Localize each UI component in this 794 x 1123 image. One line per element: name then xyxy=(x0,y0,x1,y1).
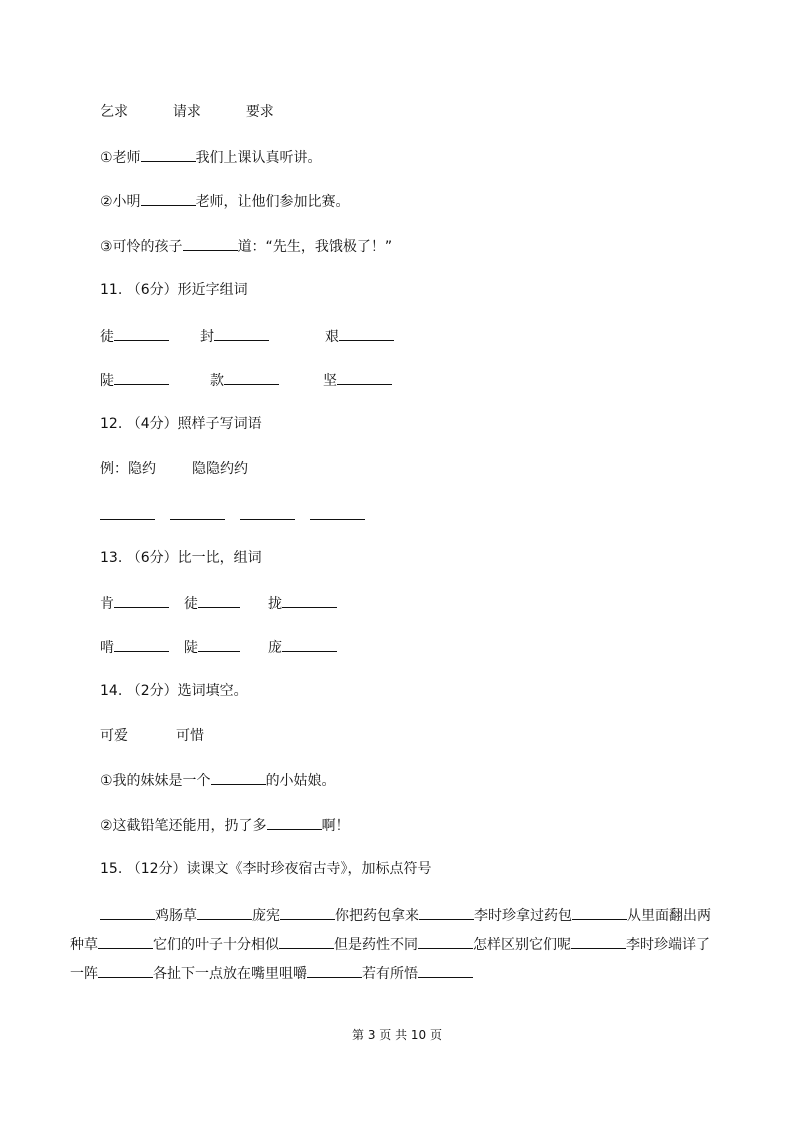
sentence-2: ②小明 老师，让他们参加比赛。 xyxy=(100,191,350,212)
fill-blank[interactable] xyxy=(98,934,153,949)
page-footer: 第 3 页 共 10 页 xyxy=(352,1028,442,1042)
fill-blank[interactable] xyxy=(224,370,279,385)
q11-row-1: 徒 封 艰 xyxy=(100,326,394,347)
fill-blank[interactable] xyxy=(183,236,238,251)
sentence-3: ③可怜的孩子 道：“先生，我饿极了！” xyxy=(100,236,392,257)
fill-blank[interactable] xyxy=(418,963,473,978)
fill-blank[interactable] xyxy=(170,505,225,520)
option-word: 可惜 xyxy=(176,728,204,744)
question-12-title: 12. （4分）照样子写词语 xyxy=(100,416,262,432)
fill-blank[interactable] xyxy=(100,905,155,920)
word-options-row xyxy=(100,102,274,122)
fill-blank[interactable] xyxy=(280,905,335,920)
fill-blank[interactable] xyxy=(267,815,322,830)
fill-blank[interactable] xyxy=(339,326,394,341)
fill-blank[interactable] xyxy=(571,934,626,949)
q14-sentence-2: ②这截铅笔还能用，扔了多 啊！ xyxy=(100,815,350,836)
q15-passage-line-2: 种草 它们的叶子十分相似 但是药性不同 怎样区别它们呢 李时珍端详了 xyxy=(70,931,730,960)
q14-sentence-1: ①我的妹妹是一个 的小姑娘。 xyxy=(100,770,336,791)
fill-blank[interactable] xyxy=(198,637,240,652)
fill-blank[interactable] xyxy=(282,593,337,608)
q14-options xyxy=(100,726,204,746)
fill-blank[interactable] xyxy=(197,905,252,920)
question-15-title: 15. （12分）读课文《李时珍夜宿古寺》，加标点符号 xyxy=(100,861,432,877)
fill-blank[interactable] xyxy=(114,326,169,341)
fill-blank[interactable] xyxy=(279,934,334,949)
q15-passage-line-3: 一阵 各扯下一点放在嘴里咀嚼 若有所悟 xyxy=(70,960,730,989)
fill-blank[interactable] xyxy=(114,370,169,385)
fill-blank[interactable] xyxy=(100,505,155,520)
fill-blank[interactable] xyxy=(240,505,295,520)
fill-blank[interactable] xyxy=(418,934,473,949)
question-14-title: 14. （2分）选词填空。 xyxy=(100,683,248,699)
q13-row-2: 啃 陡 庞 xyxy=(100,637,337,658)
q13-row-1: 肯 徒 拢 xyxy=(100,593,337,614)
fill-blank[interactable] xyxy=(141,191,196,206)
q11-row-2: 陡 款 坚 xyxy=(100,370,392,391)
option-word: 要求 xyxy=(245,104,274,120)
question-13-title: 13. （6分）比一比，组词 xyxy=(100,550,262,566)
fill-blank[interactable] xyxy=(214,326,269,341)
sentence-1: ①老师 我们上课认真听讲。 xyxy=(100,147,322,168)
fill-blank[interactable] xyxy=(198,593,240,608)
option-word: 可爱 xyxy=(100,728,128,744)
question-11-title: 11. （6分）形近字组词 xyxy=(100,282,248,298)
fill-blank[interactable] xyxy=(114,637,169,652)
fill-blank[interactable] xyxy=(307,963,362,978)
fill-blank[interactable] xyxy=(98,963,153,978)
option-word: 乞求 xyxy=(100,104,128,120)
fill-blank[interactable] xyxy=(141,147,196,162)
fill-blank[interactable] xyxy=(211,770,266,785)
fill-blank[interactable] xyxy=(337,370,392,385)
fill-blank[interactable] xyxy=(114,593,169,608)
fill-blank[interactable] xyxy=(419,905,474,920)
option-word: 请求 xyxy=(172,104,201,120)
q15-passage: 鸡肠草 庞宪 你把药包拿来 李时珍拿过药包 从里面翻出两 xyxy=(100,902,730,931)
fill-blank[interactable] xyxy=(572,905,627,920)
q12-example: 例：隐约 隐隐约约 xyxy=(100,461,248,477)
fill-blank[interactable] xyxy=(310,505,365,520)
q12-blanks xyxy=(100,505,365,526)
fill-blank[interactable] xyxy=(282,637,337,652)
